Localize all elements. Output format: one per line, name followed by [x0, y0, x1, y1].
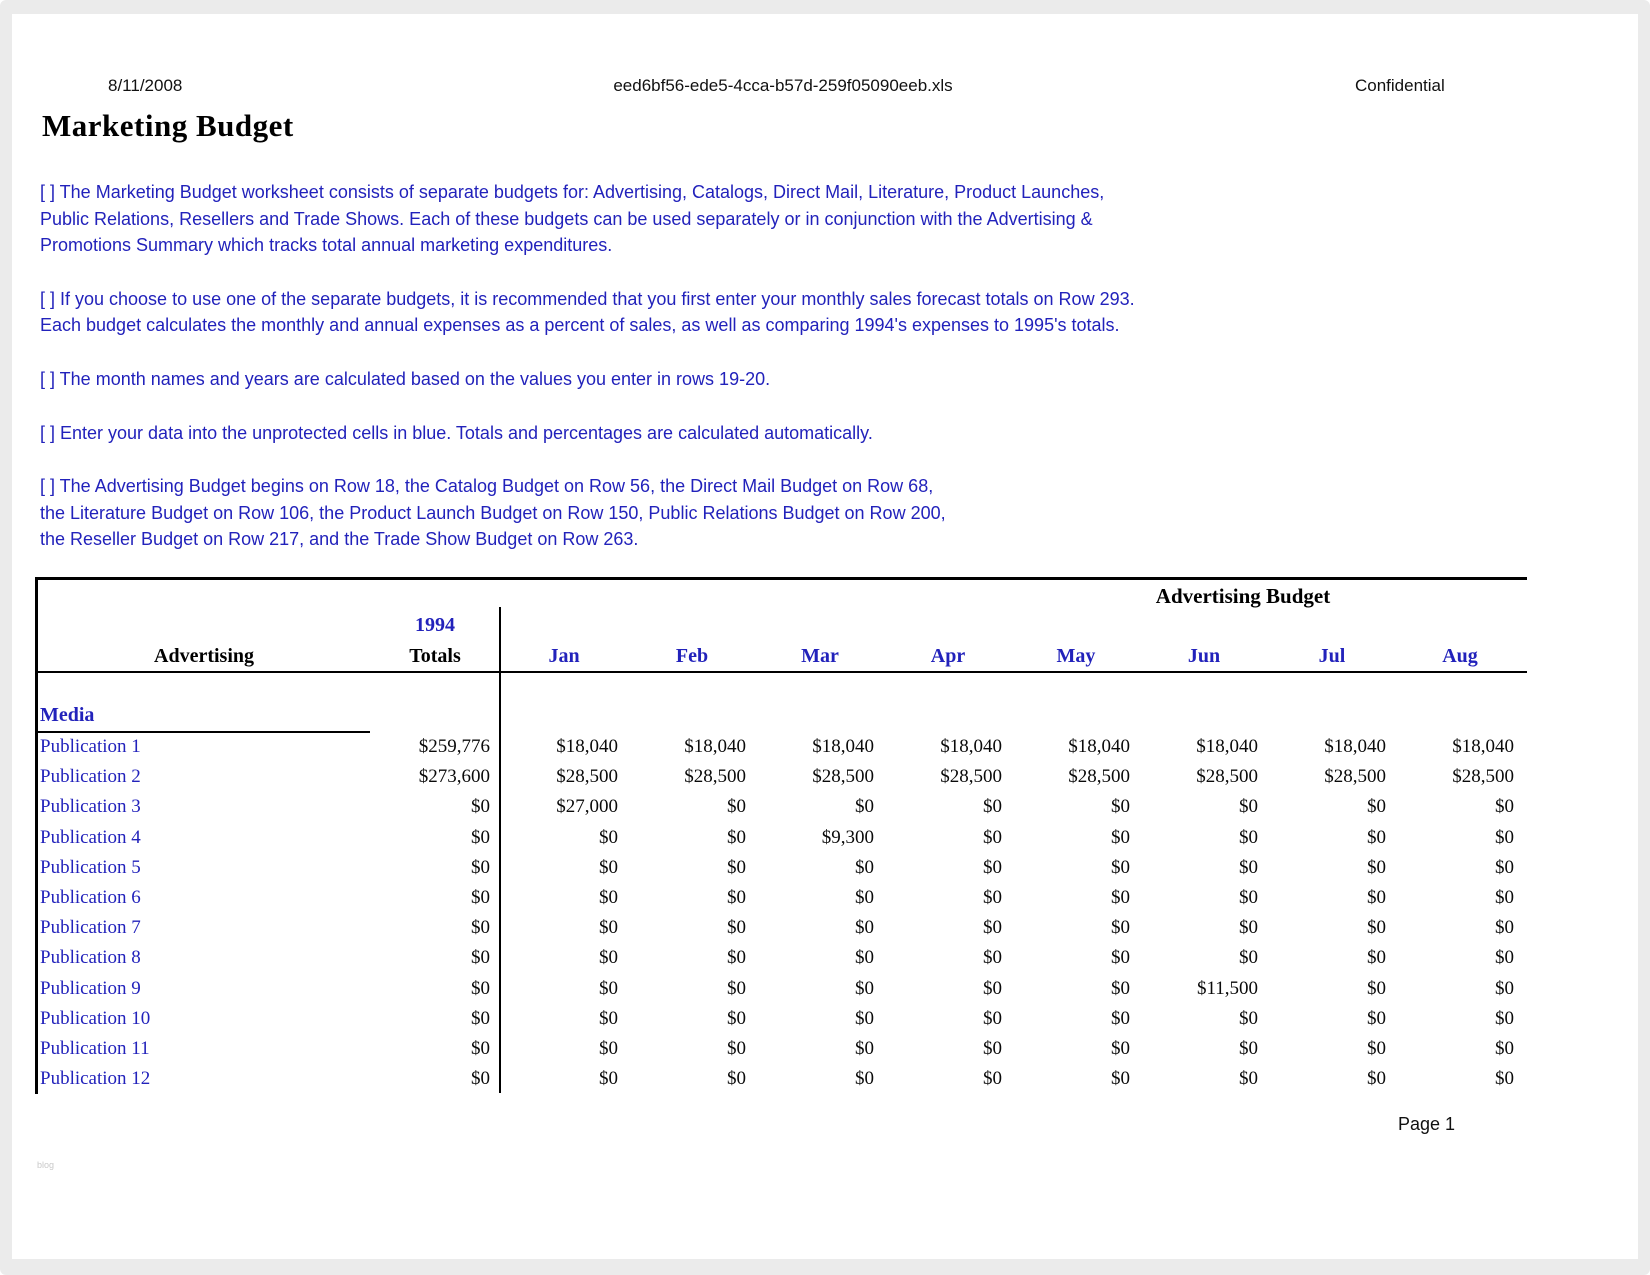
row-value: $0: [855, 977, 874, 999]
intro-line: Promotions Summary which tracks total annual marketing expenditures.: [40, 235, 613, 256]
intro-line: the Literature Budget on Row 106, the Product Launch Budget on Row 150, Public Relations Budget on Row 200,: [40, 502, 946, 523]
table-row: [38, 792, 1524, 822]
row-value: $0: [1367, 796, 1386, 818]
row-value: $0: [1495, 826, 1514, 848]
row-value: $0: [599, 1007, 618, 1029]
row-value: $0: [599, 1037, 618, 1059]
row-value: $28,500: [1452, 766, 1514, 788]
row-value: $0: [983, 1068, 1002, 1090]
row-value: $28,500: [1196, 766, 1258, 788]
intro-line: Each budget calculates the monthly and annual expenses as a percent of sales, as well as comparing 1994's expenses to 1995's totals.: [40, 315, 1120, 336]
row-value: $0: [727, 977, 746, 999]
row-value: $0: [1367, 917, 1386, 939]
totals-col-header: Totals: [409, 644, 461, 667]
month-col-header: Aug: [1442, 644, 1478, 667]
intro-paragraph: [40, 366, 1320, 393]
row-value: $0: [1111, 1007, 1130, 1029]
row-value: $0: [599, 887, 618, 909]
row-label: Publication 2: [40, 766, 141, 788]
table-section-title: Advertising Budget: [1155, 584, 1331, 608]
row-value: $0: [1495, 1068, 1514, 1090]
row-total: $259,776: [418, 736, 490, 758]
row-value: $0: [983, 947, 1002, 969]
row-value: $0: [1111, 887, 1130, 909]
row-value: $0: [599, 856, 618, 878]
month-col-header: Jan: [548, 644, 580, 667]
intro-paragraph: [40, 420, 1320, 447]
row-value: $0: [1111, 977, 1130, 999]
intro-paragraph: [40, 179, 1320, 259]
month-col-header: Mar: [801, 644, 839, 667]
table-row: [38, 853, 1524, 883]
row-label: Publication 5: [40, 856, 141, 878]
table-row: [38, 974, 1524, 1004]
row-total: $0: [471, 1007, 490, 1029]
intro-line: [ ] The Advertising Budget begins on Row 18, the Catalog Budget on Row 56, the Direct Mail Budget on Row 68,: [40, 476, 934, 497]
row-value: $0: [983, 977, 1002, 999]
row-total: $273,600: [418, 766, 490, 788]
row-value: $0: [1367, 1007, 1386, 1029]
intro-line: the Reseller Budget on Row 217, and the Trade Show Budget on Row 263.: [40, 529, 639, 550]
row-value: $0: [1367, 826, 1386, 848]
row-total: $0: [471, 856, 490, 878]
row-value: $0: [727, 856, 746, 878]
row-value: $0: [1495, 1037, 1514, 1059]
page-title: Marketing Budget: [42, 108, 294, 143]
row-label: Publication 11: [40, 1037, 150, 1059]
row-value: $28,500: [1324, 766, 1386, 788]
table-row: [38, 883, 1524, 913]
row-value: $0: [727, 796, 746, 818]
confidential-label: Confidential: [1355, 76, 1445, 95]
row-value: $0: [1495, 1007, 1514, 1029]
row-total: $0: [471, 796, 490, 818]
row-label: Publication 3: [40, 796, 141, 818]
table-row: [38, 762, 1524, 792]
row-label: Publication 12: [40, 1068, 151, 1090]
row-value: $0: [1239, 917, 1258, 939]
row-value: $0: [1239, 1068, 1258, 1090]
table-rows: [38, 732, 1524, 1094]
row-value: $0: [855, 887, 874, 909]
media-group-label: Media: [38, 700, 370, 733]
row-label: Publication 8: [40, 947, 141, 969]
table-row: [38, 913, 1524, 943]
row-value: $0: [1111, 1037, 1130, 1059]
row-value: $0: [599, 826, 618, 848]
row-label: Publication 6: [40, 887, 141, 909]
row-value: $0: [599, 977, 618, 999]
row-value: $0: [599, 947, 618, 969]
row-value: $0: [1495, 887, 1514, 909]
row-value: $0: [983, 856, 1002, 878]
row-value: $28,500: [556, 766, 618, 788]
row-value: $18,040: [940, 736, 1002, 758]
row-value: $0: [855, 1037, 874, 1059]
row-value: $0: [1239, 1007, 1258, 1029]
row-value: $0: [855, 856, 874, 878]
row-value: $0: [727, 1037, 746, 1059]
row-value: $0: [727, 947, 746, 969]
row-value: $18,040: [812, 736, 874, 758]
row-value: $28,500: [940, 766, 1002, 788]
row-value: $0: [855, 1007, 874, 1029]
row-value: $0: [1239, 826, 1258, 848]
row-value: $0: [1239, 856, 1258, 878]
media-group-row: [38, 700, 1524, 731]
row-total: $0: [471, 1037, 490, 1059]
row-label: Publication 7: [40, 917, 141, 939]
table-row: [38, 732, 1524, 762]
row-value: $0: [1495, 947, 1514, 969]
row-label: Publication 10: [40, 1007, 151, 1029]
file-name: eed6bf56-ede5-4cca-b57d-259f05090eeb.xls: [613, 76, 953, 95]
row-label: Publication 9: [40, 977, 141, 999]
print-date: 8/11/2008: [108, 76, 183, 95]
row-value: $0: [983, 826, 1002, 848]
page-number: Page 1: [1398, 1114, 1456, 1134]
row-value: $0: [727, 1007, 746, 1029]
row-value: $27,000: [556, 796, 618, 818]
intro-paragraph: [40, 286, 1320, 339]
intro-line: [ ] Enter your data into the unprotected cells in blue. Totals and percentages are calculated automatically.: [40, 422, 873, 443]
row-value: $0: [1367, 977, 1386, 999]
row-total: $0: [471, 947, 490, 969]
row-value: $0: [983, 796, 1002, 818]
row-value: $0: [1111, 826, 1130, 848]
advertising-col-header: Advertising: [154, 644, 254, 667]
row-total: $0: [471, 917, 490, 939]
row-value: $0: [983, 917, 1002, 939]
month-col-header: Jun: [1187, 644, 1221, 667]
row-total: $0: [471, 977, 490, 999]
watermark-text: blog: [37, 1160, 55, 1170]
row-value: $0: [1111, 856, 1130, 878]
row-value: $0: [855, 1068, 874, 1090]
row-value: $0: [727, 887, 746, 909]
row-value: $0: [727, 826, 746, 848]
row-value: $0: [727, 917, 746, 939]
row-value: $18,040: [1324, 736, 1386, 758]
row-value: $28,500: [812, 766, 874, 788]
intro-line: [ ] The Marketing Budget worksheet consists of separate budgets for: Advertising, Catalogs, Direct Mail, Literature, Product Launches,: [40, 182, 1105, 202]
row-value: $0: [1367, 1068, 1386, 1090]
month-col-header: Jul: [1318, 644, 1346, 667]
table-row: [38, 943, 1524, 973]
row-value: $0: [1111, 1068, 1130, 1090]
row-value: $0: [1495, 796, 1514, 818]
year-header-row: [38, 610, 1524, 640]
year-header: 1994: [415, 613, 455, 636]
row-value: $18,040: [556, 736, 618, 758]
row-value: $0: [983, 1007, 1002, 1029]
row-label: Publication 4: [40, 826, 141, 848]
row-total: $0: [471, 826, 490, 848]
row-value: $0: [855, 917, 874, 939]
intro-line: [ ] If you choose to use one of the separate budgets, it is recommended that you first enter your monthly sales forecast totals on Row 293.: [40, 288, 1135, 309]
table-row: [38, 1034, 1524, 1064]
row-value: $0: [1367, 887, 1386, 909]
row-total: $0: [471, 1068, 490, 1090]
row-value: $11,500: [1196, 977, 1258, 999]
intro-paragraphs: [40, 179, 1320, 580]
table-row: [38, 823, 1524, 853]
row-value: $18,040: [1196, 736, 1258, 758]
row-label: Publication 1: [40, 736, 141, 758]
row-value: $28,500: [684, 766, 746, 788]
row-value: $0: [1367, 856, 1386, 878]
row-value: $0: [1111, 947, 1130, 969]
row-value: $0: [1367, 1037, 1386, 1059]
month-col-header: Feb: [675, 644, 709, 667]
row-value: $0: [983, 887, 1002, 909]
row-value: $0: [1367, 947, 1386, 969]
row-value: $0: [599, 1068, 618, 1090]
table-top-border: [35, 577, 1527, 580]
row-value: $0: [1239, 887, 1258, 909]
intro-paragraph: [40, 473, 1320, 553]
row-value: $0: [855, 796, 874, 818]
table-row: [38, 1004, 1524, 1034]
row-value: $18,040: [684, 736, 746, 758]
row-value: $0: [727, 1068, 746, 1090]
row-value: $0: [1111, 917, 1130, 939]
table-row: [38, 1064, 1524, 1094]
intro-line: [ ] The month names and years are calculated based on the values you enter in rows 19-20.: [40, 368, 771, 389]
table-header-rule: [35, 671, 1527, 673]
row-value: $18,040: [1068, 736, 1130, 758]
row-total: $0: [471, 887, 490, 909]
row-value: $18,040: [1452, 736, 1514, 758]
row-value: $28,500: [1068, 766, 1130, 788]
row-value: $0: [983, 1037, 1002, 1059]
month-col-header: May: [1056, 644, 1096, 667]
row-value: $0: [1495, 917, 1514, 939]
row-value: $0: [1495, 977, 1514, 999]
row-value: $9,300: [821, 826, 874, 848]
row-value: $0: [1239, 796, 1258, 818]
row-value: $0: [1239, 1037, 1258, 1059]
intro-line: Public Relations, Resellers and Trade Shows. Each of these budgets can be used separately or in conjunction with the Advertising &: [40, 208, 1093, 229]
row-value: $0: [1239, 947, 1258, 969]
row-value: $0: [599, 917, 618, 939]
row-value: $0: [1495, 856, 1514, 878]
row-value: $0: [1111, 796, 1130, 818]
column-header-row: [38, 641, 1524, 671]
row-value: $0: [855, 947, 874, 969]
month-col-header: Apr: [930, 644, 966, 667]
